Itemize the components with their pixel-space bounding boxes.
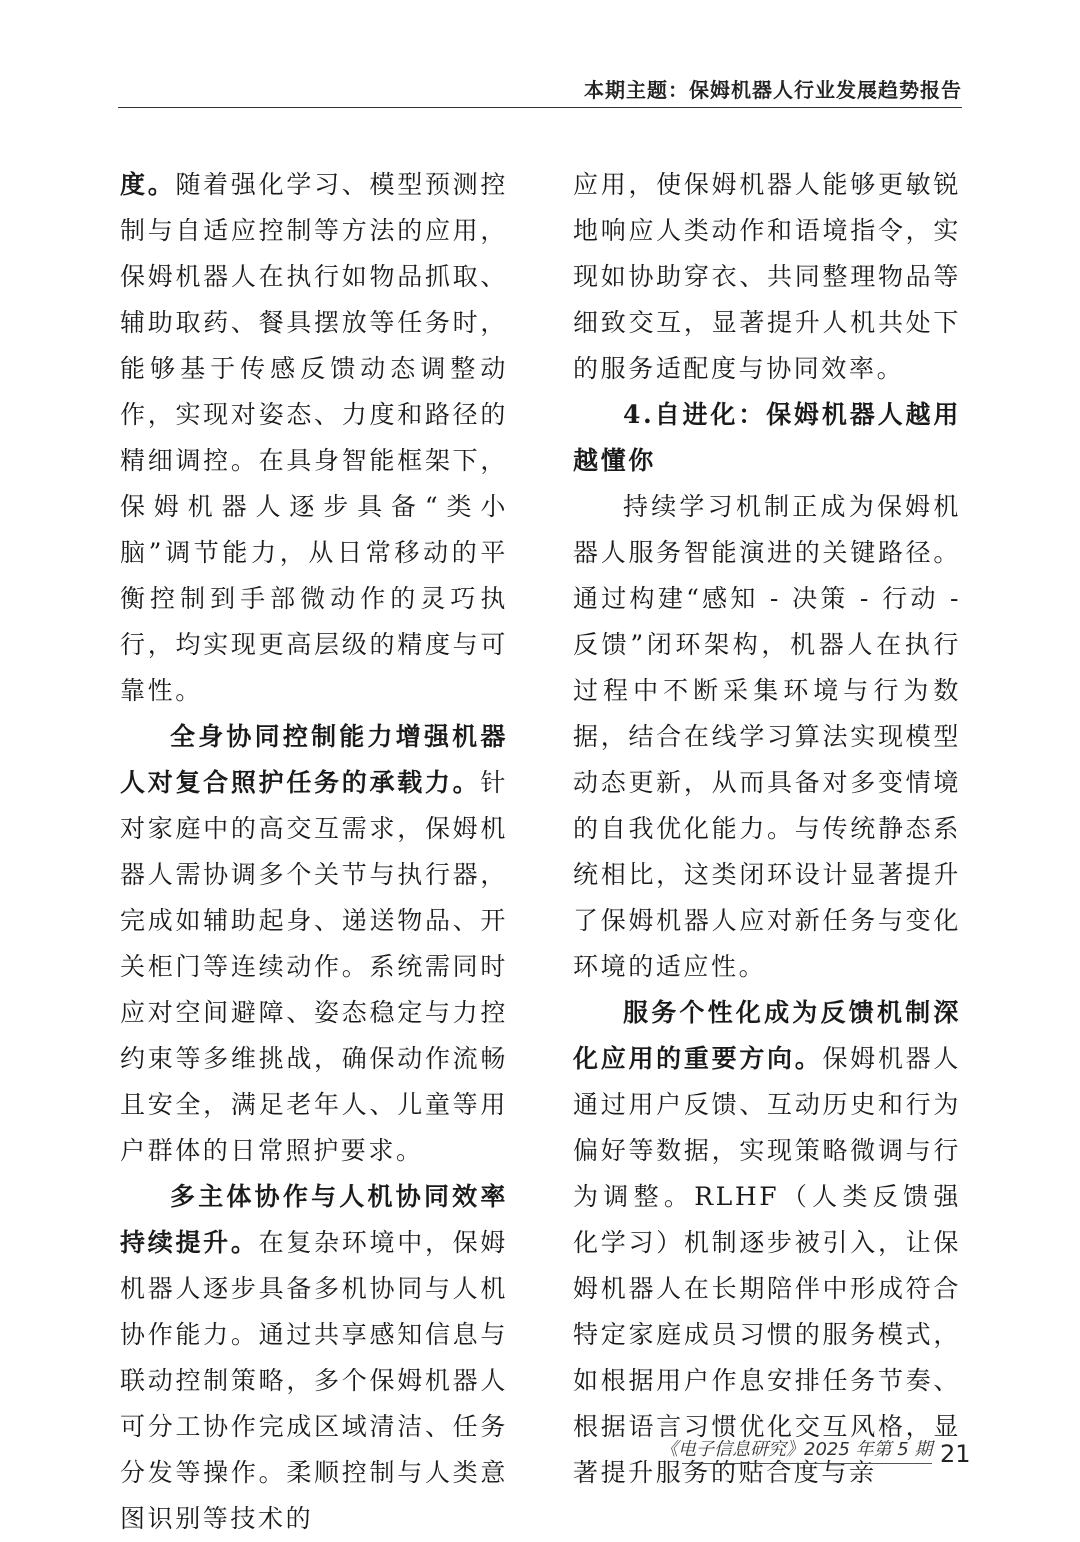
paragraph	[120, 714, 508, 1174]
header-rule	[118, 107, 962, 108]
footer-rule	[682, 1463, 932, 1464]
paragraph-lead-bold: 度。	[120, 170, 176, 199]
paragraph-text: 针对家庭中的高交互需求，保姆机器人需协调多个关节与执行器，完成如辅助起身、递送物品、开关柜门等连续动作。系统需同时应对空间避障、姿态稳定与力控约束等多维挑战，确保动作流畅且安全，满足老年人、儿童等用户群体的日常照护要求。	[120, 768, 508, 1165]
paragraph: 应用，使保姆机器人能够更敏锐地响应人类动作和语境指令，实现如协助穿衣、共同整理物品等细致交互，显著提升人机共处下的服务适配度与协同效率。	[573, 170, 961, 383]
journal-footer: 《电子信息研究》2025 年第 5 期	[660, 1439, 933, 1460]
paragraph-lead-bold: 全身协同控制能力增强机器人对复合照护任务的承载力。	[120, 722, 508, 797]
left-column	[120, 162, 508, 1542]
paragraph	[120, 1174, 508, 1542]
paragraph-text: 保姆机器人通过用户反馈、互动历史和行为偏好等数据，实现策略微调与行为调整。RLHF（人类反馈强化学习）机制逐步被引入，让保姆机器人在长期陪伴中形成符合特定家庭成员习惯的服务模式，如根据用户作息安排任务节奏、根据语言习惯优化交互风格，显著提升服务的贴合度与亲	[573, 1044, 961, 1487]
paragraph-text: 随着强化学习、模型预测控制与自适应控制等方法的应用，保姆机器人在执行如物品抓取、辅助取药、餐具摆放等任务时，能够基于传感反馈动态调整动作，实现对姿态、力度和路径的精细调控。在具身智能框架下，保姆机器人逐步具备“类小脑”调节能力，从日常移动的平衡控制到手部微动作的灵巧执行，均实现更高层级的精度与可靠性。	[120, 170, 509, 705]
paragraph-lead-bold: 服务个性化成为反馈机制深化应用的重要方向。	[573, 998, 961, 1073]
paragraph: 持续学习机制正成为保姆机器人服务智能演进的关键路径。通过构建“感知 - 决策 - 行动 - 反馈”闭环架构，机器人在执行过程中不断采集环境与行为数据，结合在线学习算法实现模型动态更新，从而具备对多变情境的自我优化能力。与传统静态系统相比，这类闭环设计显著提升了保姆机器人应对新任务与变化环境的适应性。	[573, 492, 961, 981]
running-header: 本期主题：保姆机器人行业发展趋势报告	[584, 78, 962, 102]
paragraph-lead-bold: 多主体协作与人机协同效率持续提升。	[120, 1182, 508, 1257]
page-number: 21	[940, 1440, 971, 1468]
paragraph	[120, 162, 508, 714]
paragraph	[573, 990, 961, 1496]
paragraph-text: 在复杂环境中，保姆机器人逐步具备多机协同与人机协作能力。通过共享感知信息与联动控制策略，多个保姆机器人可分工协作完成区域清洁、任务分发等操作。柔顺控制与人类意图识别等技术的	[120, 1228, 508, 1533]
section-heading: 4.自进化：保姆机器人越用越懂你	[573, 400, 961, 475]
right-column	[573, 162, 961, 1496]
